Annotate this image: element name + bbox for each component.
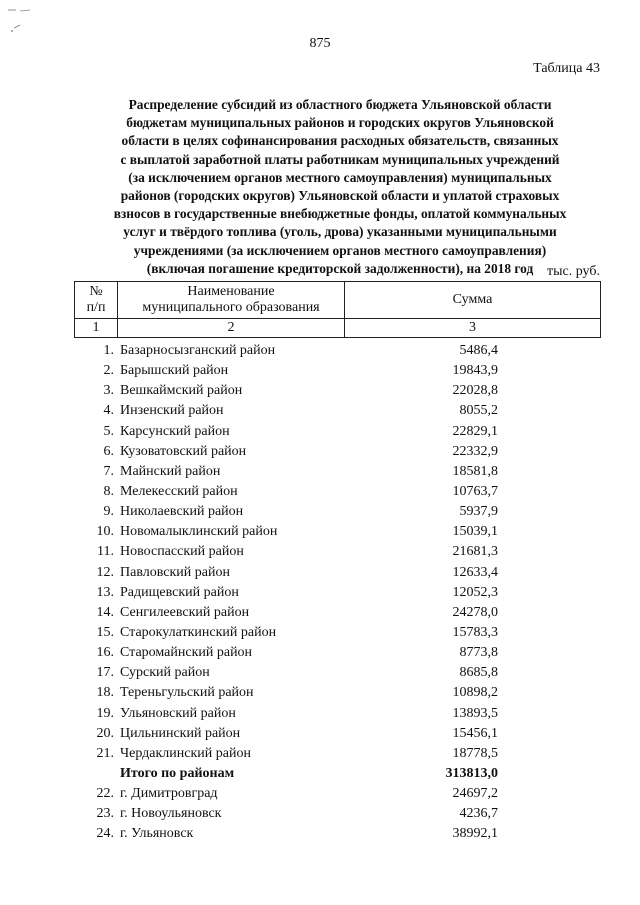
header-amount: Сумма [345,282,601,319]
row-number: 21. [96,745,114,761]
row-name: Чердаклинский район [120,745,251,761]
title-line: с выплатой заработной платы работникам муниципальных учреждений [120,151,560,167]
row-amount: 12633,4 [452,564,498,580]
column-index: 2 [118,319,345,338]
row-name: Павловский район [120,564,230,580]
row-amount: 24697,2 [452,786,498,802]
table-row [74,381,600,401]
row-name: Ульяновский район [120,705,236,721]
row-name: Кузоватовский район [120,443,247,459]
table-body [74,341,600,845]
row-number: 2. [103,363,114,379]
table-row [74,482,600,502]
row-amount: 22829,1 [452,423,498,439]
row-name: Цильнинский район [120,725,241,741]
header-name-line2: муниципального образования [142,300,320,315]
row-number: 20. [96,725,114,741]
table-row [74,804,600,824]
row-name: Старомайнский район [120,645,253,661]
row-number: 5. [103,423,114,439]
row-number: 13. [96,584,114,600]
table-row [74,401,600,421]
table-row [74,442,600,462]
row-name: Сурский район [120,665,210,681]
row-amount: 15456,1 [452,725,498,741]
total-row [74,764,600,784]
row-amount: 15783,3 [452,624,498,640]
row-name: Базарносызганский район [120,343,276,358]
row-amount: 18778,5 [452,745,498,761]
column-index: 3 [345,319,601,338]
table-row [74,542,600,562]
row-number: 17. [96,665,114,681]
table-row [74,663,600,683]
scan-marks [4,4,34,36]
title-line: взносов в государственные внебюджетные фонды, оплатой коммунальных [113,206,567,222]
row-number: 1. [103,343,114,358]
row-amount: 18581,8 [452,463,498,479]
header-number [75,282,118,319]
row-number: 6. [103,443,114,459]
row-amount: 5486,4 [459,343,498,358]
row-name: Радищевский район [120,584,239,600]
table-row [74,583,600,603]
title-line: услуг и твёрдого топлива (уголь, дрова) указанными муниципальными [123,224,557,240]
row-number: 14. [96,604,114,620]
row-amount: 21681,3 [452,544,498,560]
row-name: Сенгилеевский район [120,604,250,620]
row-number: 23. [96,806,114,822]
document-title [84,96,596,278]
row-amount: 22028,8 [452,383,498,399]
row-name: Итого по районам [120,765,235,781]
table-row [74,724,600,744]
table-row [74,824,600,844]
row-name: Мелекесский район [120,483,238,499]
row-name: Старокулаткинский район [120,624,277,640]
row-number: 10. [96,524,114,540]
row-number: 7. [103,463,114,479]
row-number: 8. [103,483,114,499]
row-amount: 313813,0 [445,765,498,781]
row-amount: 22332,9 [452,443,498,459]
row-number: 18. [96,685,114,701]
row-number: 12. [96,564,114,580]
row-name: Барышский район [120,363,229,379]
title-line: бюджетам муниципальных районов и городских округов Ульяновской [126,115,554,131]
row-number: 22. [96,786,114,802]
row-name: г. Новоульяновск [120,806,222,822]
column-index-row [75,319,601,338]
row-name: Тереньгульский район [120,685,254,701]
row-amount: 5937,9 [459,504,498,520]
row-name: Инзенский район [120,403,224,419]
table-row [74,462,600,482]
title-line: учреждениями (за исключением органов местного самоуправления) [133,242,547,258]
table-row [74,704,600,724]
page-number: 875 [309,36,331,51]
row-name: Николаевский район [120,504,244,520]
row-number: 9. [103,504,114,520]
table-row [74,522,600,542]
table-row [74,422,600,442]
row-name: Новомалыклинский район [120,524,278,540]
table-row [74,623,600,643]
header-number-line1: № [89,284,103,299]
row-amount: 8685,8 [459,665,498,681]
table-row [74,563,600,583]
row-amount: 8773,8 [459,645,498,661]
row-name: г. Ульяновск [120,826,194,842]
table-row [74,603,600,623]
table-row [74,502,600,522]
title-line: (за исключением органов местного самоуправления) муниципальных [128,169,552,185]
title-line: районов (городских округов) Ульяновской области и уплатой страховых [120,188,560,204]
row-name: г. Димитровград [120,786,218,802]
row-number: 4. [103,403,114,419]
row-number: 16. [96,645,114,661]
row-amount: 15039,1 [452,524,498,540]
table-row [74,643,600,663]
row-amount: 10898,2 [452,685,498,701]
row-number: 24. [96,826,114,842]
row-name: Новоспасский район [120,544,244,560]
title-line: (включая погашение кредиторской задолженности), на 2018 год [146,260,534,276]
row-name: Майнский район [120,463,221,479]
header-name [118,282,345,319]
row-name: Карсунский район [120,423,230,439]
table-row [74,744,600,764]
row-amount: 10763,7 [452,483,498,499]
header-row [75,282,601,319]
row-amount: 19843,9 [452,363,498,379]
table-row [74,683,600,703]
title-line: Распределение субсидий из областного бюджета Ульяновской области [128,97,552,112]
column-index: 1 [75,319,118,338]
table-row [74,784,600,804]
row-amount: 12052,3 [452,584,498,600]
table-label: Таблица 43 [533,61,600,76]
row-number: 19. [96,705,114,721]
row-amount: 24278,0 [452,604,498,620]
header-name-line1: Наименование [187,284,275,299]
row-name: Вешкаймский район [120,383,243,399]
table-header [74,281,601,338]
row-amount: 38992,1 [452,826,498,842]
header-number-line2: п/п [86,300,106,315]
row-number: 11. [97,544,114,560]
table-row [74,361,600,381]
table-row [74,341,600,361]
row-amount: 13893,5 [452,705,498,721]
units-label: тыс. руб. [547,264,600,279]
row-number: 15. [96,624,114,640]
row-number: 3. [103,383,114,399]
title-line: области в целях софинансирования расходных обязательств, связанных [121,133,559,149]
row-amount: 4236,7 [459,806,498,822]
row-amount: 8055,2 [459,403,498,419]
